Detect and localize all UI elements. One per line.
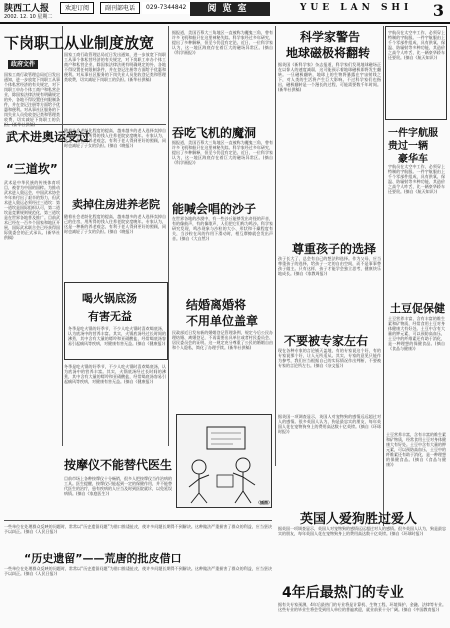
article-body-a15: 一些单位在处理群众反映的问题时，常常以“历史遗留问题”为借口推诿扯皮，使许多问题长期得不到解决。这种做法严重损害了群众的利益，应当坚决予以纠正。(摘自《人民日报》) [4,566,272,576]
article-body-a10: 民政部近日发布新的婚姻登记管理条例，规定今后公民办理结婚、离婚登记，不再需要出具单位或者村民委员会、居民委员会的证明。这一规定充分尊重了公民的婚姻自由和个人隐私，简化了办理手续。(新华社供稿) [172,330,273,350]
article-body-a1: 国家工商行政管理总局近日发出通知，进一步放宽下岗职工从事个体私营经济的有关规定，对下岗职工申办个体工商户和私营企业，除国家法律法规有明确规定的外，各地不得设置任何限制条件，并在登记注册等方面给予优惠和便利。对从事社区服务的下岗失业人员免收登记类和管理类收费，切实减轻下岗职工的负 [4,72,60,122]
cartoon-illustration [176,414,272,508]
headline-a13: 土豆促保健 [390,302,445,315]
article-body-a14-top: 据英国一项调查显示，英国人对宠物狗的感情远远超过对人的感情。很多英国人认为，狗是最忠实的朋友，每年英国人花在宠物狗身上的费用高达数十亿英镑。(摘自《环球时报》) [278,414,381,434]
headline-a7: 科学家警告 [300,30,361,44]
article-body-a12: 现在各种专家的言论铺天盖地，有的专家说这个好，有的专家说那个好，让人无所适从。其实，专家的意见只能作为参考，我们应当根据自己的实际情况作出判断，不要被专家的言论所左右。(摘自《杂文报》) [278,348,381,368]
rule [4,124,166,125]
article-body-a4-cont: 冬季是吃火锅的好季节，不少人吃火锅时喜欢喝底汤，认为底汤中的营养丰富。其实，火锅底汤经过长时间的沸煮，其中含有大量的嘌呤和亚硝酸盐，经常喝底汤容易引起痛风等疾病，对健康有害无益。(摘自《健康报》) [64,364,166,384]
article-body-a5: 目前市场上各种按摩仪十分畅销，很多人把按摩仪当作治病的工具。医生提醒，按摩仪只能起到一定的保健作用，并不能替代医生的治疗，患有疾病的人应当及时到医院就诊，以免延误病情。(摘自《家庭医生》) [64,476,172,496]
headline-a9: 尊重孩子的选择 [292,242,377,256]
column-divider [62,26,63,446]
article-body-a11-top: 宇航员在太空中工作，必须穿上特制的宇航服。一件宇航服由上千个零部件组成，具有供氧、保温、防辐射等多种功能，其造价之高令人咋舌，比一辆豪华轿车还要贵。(摘自《航天知识》) [388,30,445,60]
headline-a14: 英国人爱狗胜过爱人 [300,512,418,527]
article-body-a15-top: 一些单位在处理群众反映的问题时，常常以“历史遗留问题”为借口推诿扯皮，使许多问题长期得不到解决。这种做法严重损害了群众的利益，应当坚决予以纠正。(摘自《人民日报》) [4,524,272,534]
headline-a8: 能喊会唱的沙子 [172,202,257,216]
article-body-a6-top: 据报道，美国百慕大三角地区一直被称为魔鬼三角，曾有许多飞机和船只在这里神秘失踪。科学家经过多年研究，提出了多种解释，但至今仍没有定论。近日，一位科学家认为，这一地区海底存在着巨大的磁场异常区。(摘自《科学画报》) [172,30,273,55]
section-title: 阅览室 [190,2,270,16]
headline-a10: 结婚离婚将 [186,298,247,312]
article-body-a3-top: 随着社会老龄化程度的提高，越来越多的老人选择卖掉自己的住房，用所得的钱入住养老院安度晚年。专家认为，这是一种新的养老观念，有利于老人得到更好的照顾，同时也减轻了子女的负担。(摘自《晚报》) [64,128,166,148]
headline-a1: 下岗职工从业制度放宽 [4,34,155,52]
article-body-a13-cont: 土豆营养丰富，含有丰富的维生素和矿物质，经常食用土豆对身体健康大有好处。土豆中含有大量的钾元素，可以预防高血压，土豆中的纤维素还有助于消化，是一种理想的保健食品。(摘自《食品与健康》) [386,432,446,467]
headline-a2-line2: “三道坎” [6,162,58,176]
rule [4,520,272,521]
phone-number: 029-7344842 [142,2,190,14]
headline-a3: 卖掉住房进养老院 [72,198,160,211]
subscribe-tab: 欢迎订阅 [60,2,94,14]
headline-a4-line2: 有害无益 [88,310,132,323]
headline-a7-line2: 地球磁极将翻转 [286,46,371,60]
article-body-a6: 据报道，美国百慕大三角地区一直被称为魔鬼三角，曾有许多飞机和船只在这里神秘失踪。科学家经过多年研究，提出了多种解释，但至今仍没有定论。近日，一位科学家认为，这一地区海底存在着巨大的磁场异常区。(摘自《科学画报》) [172,140,273,165]
article-body-a16: 据有关专家预测，4年后最热门的专业将是计算机、生物工程、环境保护、金融、法律等专业。这些专业的毕业生将会受到用人单位的普遍欢迎，就业前景十分广阔。(摘自《中国教育报》) [278,602,446,612]
headline-a11-line3: 豪华车 [398,154,428,165]
column-divider [275,26,276,466]
article-body-a11: 宇航员在太空中工作，必须穿上特制的宇航服。一件宇航服由上千个零部件组成，具有供氧、保温、防辐射等多种功能，其造价之高令人咋舌，比一辆豪华轿车还要贵。(摘自《航天知识》) [388,164,445,194]
headline-a11-line2: 贵过一辆 [388,141,428,152]
cartoon-drawing [177,415,271,507]
section-tag: 政府文件 [8,60,38,69]
article-body-a9: 孩子长大了，总会有自己的想法和选择。作为父母，应当尊重孩子的选择，给孩子一定的自由空间，而不是事事替孩子做主。只有这样，孩子才能学会独立思考，健康快乐地成长。(摘自《家教周报》) [278,256,381,276]
headline-a5: 按摩仪不能替代医生 [64,458,173,472]
section-pinyin: YUE LAN SHI [300,3,413,13]
cartoon-caption: （插图） [256,500,272,505]
article-body-a7: 据英国《新科学家》杂志报道，科学家们发现地球磁场正在以惊人的速度减弱，这可能预示着地球磁极即将发生翻转。一旦磁极翻转，地球上的生物将暴露在宇宙射线之下，对人类的生活将产生巨大影响。不过科学家们也指出，磁极翻转是一个漫长的过程，可能需要数千年时间。(新华社供稿) [278,62,381,92]
masthead [0,0,450,24]
article-body-a4: 冬季是吃火锅的好季节，不少人吃火锅时喜欢喝底汤，认为底汤中的营养丰富。其实，火锅底汤经过长时间的沸煮，其中含有大量的嘌呤和亚硝酸盐，经常喝底汤容易引起痛风等疾病，对健康有害无益。(摘自《健康报》) [68,326,166,346]
phone-label: 副刊部电话 [100,2,140,14]
article-body-a13: 土豆营养丰富，含有丰富的维生素和矿物质，经常食用土豆对身体健康大有好处。土豆中含有大量的钾元素，可以预防高血压，土豆中的纤维素还有助于消化，是一种理想的保健食品。(摘自《食品与健康》) [388,316,445,351]
article-body-a1-cont: 国家工商行政管理总局近日发出通知，进一步放宽下岗职工从事个体私营经济的有关规定，对下岗职工申办个体工商户和私营企业，除国家法律法规有明确规定的外，各地不得设置任何限制条件，并在登记注册等方面给予优惠和便利。对从事社区服务的下岗失业人员免收登记类和管理类收费，切实减轻下岗职工的负担。(新华社供稿) [64,52,166,82]
headline-a15: “历史遗留”——荒唐的批皮借口 [24,552,182,565]
headline-a11: 一件字航服 [388,128,438,139]
headline-a12: 不要被专家左右 [284,334,369,348]
paper-name: 陕西工人报 [4,4,50,14]
headline-a4: 喝火锅底汤 [82,292,137,305]
article-body-a14: 据英国一项调查显示，英国人对宠物狗的感情远远超过对人的感情。很多英国人认为，狗是最忠实的朋友，每年英国人花在宠物狗身上的费用高达数十亿英镑。(摘自《环球时报》) [278,526,446,536]
headline-a2: 武术进奥运受过 [6,130,91,144]
headline-a6: 吞吃飞机的魔洞 [172,126,257,140]
article-body-a3: 随着社会老龄化程度的提高，越来越多的老人选择卖掉自己的住房，用所得的钱入住养老院安度晚年。专家认为，这是一种新的养老观念，有利于老人得到更好的照顾，同时也减轻了子女的负担。(摘自《晚报》) [64,214,166,234]
column-divider [168,26,169,446]
page-number: 3 [432,1,444,20]
column-divider [383,26,384,526]
article-body-a8: 在世界各地的沙漠中，有一些沙丘能够发出奇怪的声音，有的像鼓声，有的像歌声，人们把它们称为鸣沙。科学家研究发现，鸣沙现象与沙粒的大小、形状和干燥程度有关，当沙粒在风的作用下滑动时，相互摩擦就会发出声音。(摘自《大自然》) [172,216,273,241]
issue-date: 2002. 12. 10 星期二 [4,14,53,20]
headline-a10-line2: 不用单位盖章 [186,314,259,328]
headline-a16: 4年后最热门的专业 [282,585,404,601]
article-body-a2: 武术是中华民族的传统体育项目，被誉为中国的国粹。为推动武术进入奥运会，中国武术协会多年来付出了艰辛的努力，但武术进入奥运必须经过三道坎：第一道坎是国际组织认可，第二道坎是竞赛规则规范化，第三道坎是在世界各地普及推广。目前武术已经在一百多个国家和地区开展，国际武术联合会已经获得国际奥委会的正式承认。(新华社供稿) [4,180,60,240]
